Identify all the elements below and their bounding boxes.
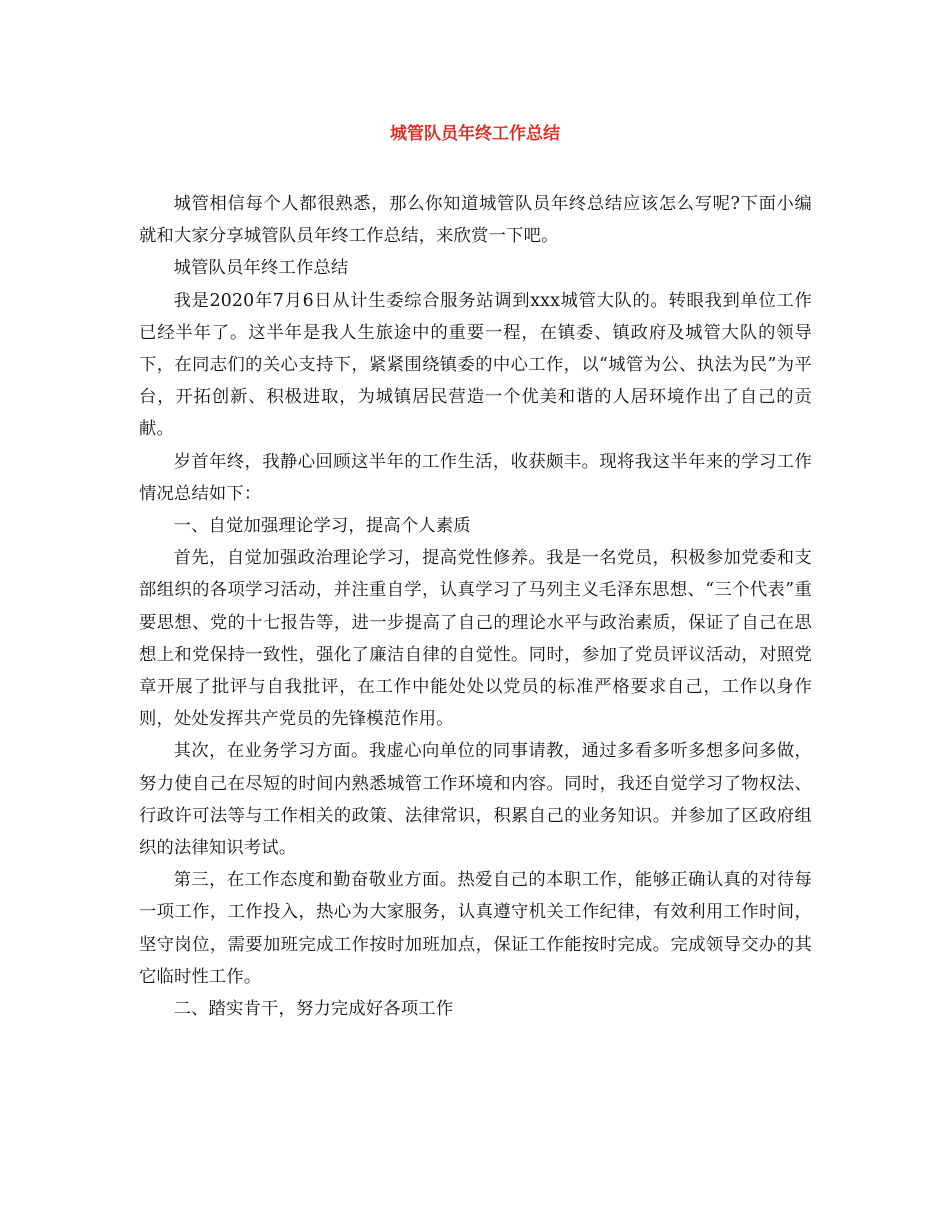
section-heading-one: 一、自觉加强理论学习，提高个人素质 [173,516,471,537]
document-title: 城管队员年终工作总结 [390,124,560,144]
paragraph-subtitle: 城管队员年终工作总结 [173,258,349,279]
paragraph-second: 其次，在业务学习方面。我虚心向单位的同事请教，通过多看多听多想多问多做，努力使自己在尽短的时间内熟悉城管工作环境和内容。同时，我还自觉学习了物权法、行政许可法等与工作相关的政策、法律常识，积累自己的业务知识。并参加了区政府组织的法律知识考试。 [139,741,812,859]
paragraph-third: 第三，在工作态度和勤奋敬业方面。热爱自己的本职工作，能够正确认真的对待每一项工作，工作投入，热心为大家服务，认真遵守机关工作纪律，有效利用工作时间，坚守岗位，需要加班完成工作按时加班加点，保证工作能按时完成。完成领导交办的其它临时性工作。 [139,870,812,987]
paragraph-first: 首先，自觉加强政治理论学习，提高党性修养。我是一名党员，积极参加党委和支部组织的各项学习活动，并注重自学，认真学习了马列主义毛泽东思想、“三个代表”重要思想、党的十七报告等，进一步提高了自己的理论水平与政治素质，保证了自己在思想上和党保持一致性，强化了廉洁自律的自觉性。同时，参加了党员评议活动，对照党章开展了批评与自我批评，在工作中能处处以党员的标准严格要求自己，工作以身作则，处处发挥共产党员的先锋模范作用。 [139,548,812,730]
paragraph-background: 我是2020年7月6日从计生委综合服务站调到xxx城管大队的。转眼我到单位工作已经半年了。这半年是我人生旅途中的重要一程，在镇委、镇政府及城管大队的领导下，在同志们的关心支持下，紧紧围绕镇委的中心工作，以“城管为公、执法为民”为平台，开拓创新、积极进取，为城镇居民营造一个优美和谐的人居环境作出了自己的贡献。 [139,290,812,440]
document-body [139,188,812,1025]
paragraph-review: 岁首年终，我静心回顾这半年的工作生活，收获颇丰。现将我这半年来的学习工作情况总结如下： [139,451,812,504]
section-heading-two: 二、踏实肯干，努力完成好各项工作 [173,999,454,1020]
paragraph-intro: 城管相信每个人都很熟悉，那么你知道城管队员年终总结应该怎么写呢?下面小编就和大家分享城管队员年终工作总结，来欣赏一下吧。 [139,194,812,247]
